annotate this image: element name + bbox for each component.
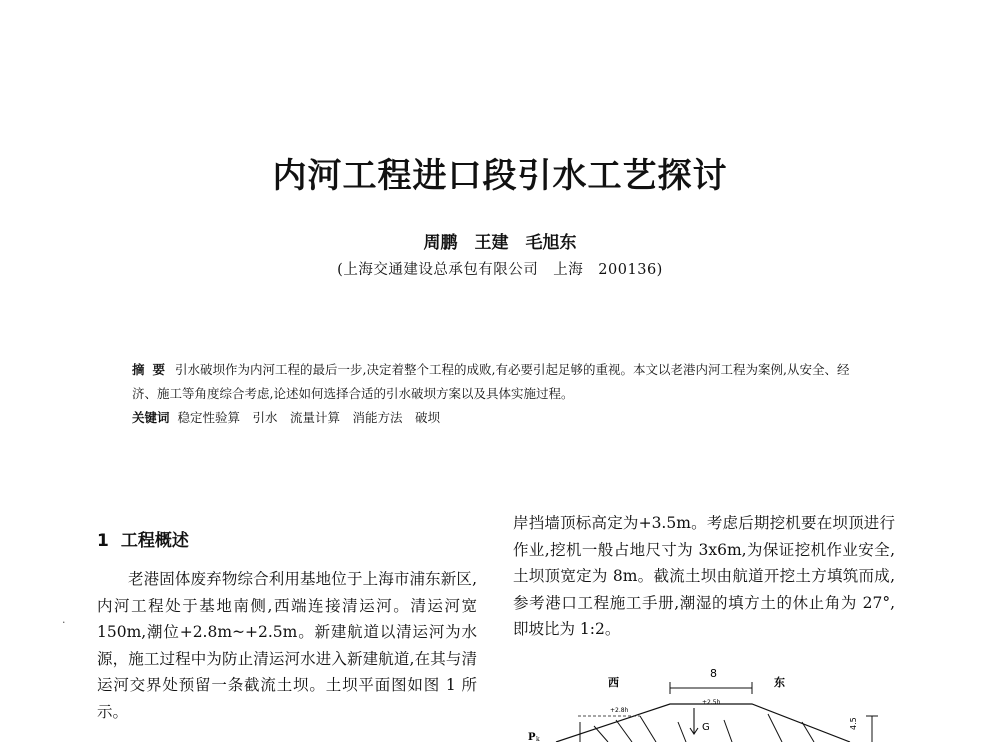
keywords-label: 关键词	[132, 410, 170, 425]
hatch-5	[678, 722, 686, 742]
margin-mark: ·	[62, 616, 66, 629]
abstract-label: 摘要	[132, 362, 174, 377]
hatch-4	[640, 716, 656, 742]
dam-diagram	[520, 664, 900, 742]
figure-label-west: 西	[608, 676, 619, 689]
abstract-text: 引水破坝作为内河工程的最后一步,决定着整个工程的成败,有必要引起足够的重视。本文以老港内河工程为案例,从安全、经济、施工等角度综合考虑,论述如何选择合适的引水破坝方案以及具体实施过程。	[132, 362, 850, 401]
paper-authors: 周鹏 王建 毛旭东	[423, 233, 577, 253]
keywords-paragraph	[132, 406, 868, 430]
hatch-3	[616, 720, 632, 742]
section-number: 1	[97, 531, 109, 551]
keywords-text: 稳定性验算 引水 流量计算 消能方法 破坝	[177, 410, 441, 425]
figure-label-width: 8	[710, 667, 717, 680]
section-body-left: 老港固体废弃物综合利用基地位于上海市浦东新区,内河工程处于基地南侧,西端连接清运河。清运河宽 150m,潮位+2.8m~+2.5m。新建航道以清运河为水源，施工过程中为防止清运河水进入新建航道,在其与清运河交界处预留一条截流土坝。土坝平面图如图 1 所示。	[97, 570, 477, 721]
section-body-right: 岸挡墙顶标高定为+3.5m。考虑后期挖机要在坝顶进行作业,挖机一般占地尺寸为 3x6m,为保证挖机作业安全,土坝顶宽定为 8m。截流土坝由航道开挖土方填筑而成,参考港口工程施工手册,潮湿的填方土的休止角为 27°,即坡比为 1:2。	[513, 514, 895, 638]
abstract-paragraph	[132, 358, 868, 406]
hatch-6	[724, 720, 732, 742]
abstract-block	[132, 358, 868, 430]
paper-affiliation: (上海交通建设总承包有限公司 上海 200136)	[337, 262, 663, 278]
figure-label-east: 东	[774, 676, 785, 689]
hatch-2	[594, 726, 608, 742]
figure-label-pk-sub: k	[536, 736, 540, 742]
figure-label-level-top: +2.5h	[702, 699, 721, 706]
paper-title: 内河工程进口段引水工艺探讨	[272, 156, 728, 196]
hatch-8	[802, 722, 814, 742]
section-title: 工程概述	[120, 531, 189, 551]
dam-section-figure	[520, 664, 900, 742]
hatch-7	[768, 714, 782, 742]
figure-label-g: G	[702, 722, 710, 733]
section-heading	[97, 526, 189, 551]
figure-label-right: 4.5	[849, 717, 858, 730]
figure-label-pk: P	[528, 732, 536, 742]
figure-label-level-left: +2.8h	[610, 707, 629, 714]
